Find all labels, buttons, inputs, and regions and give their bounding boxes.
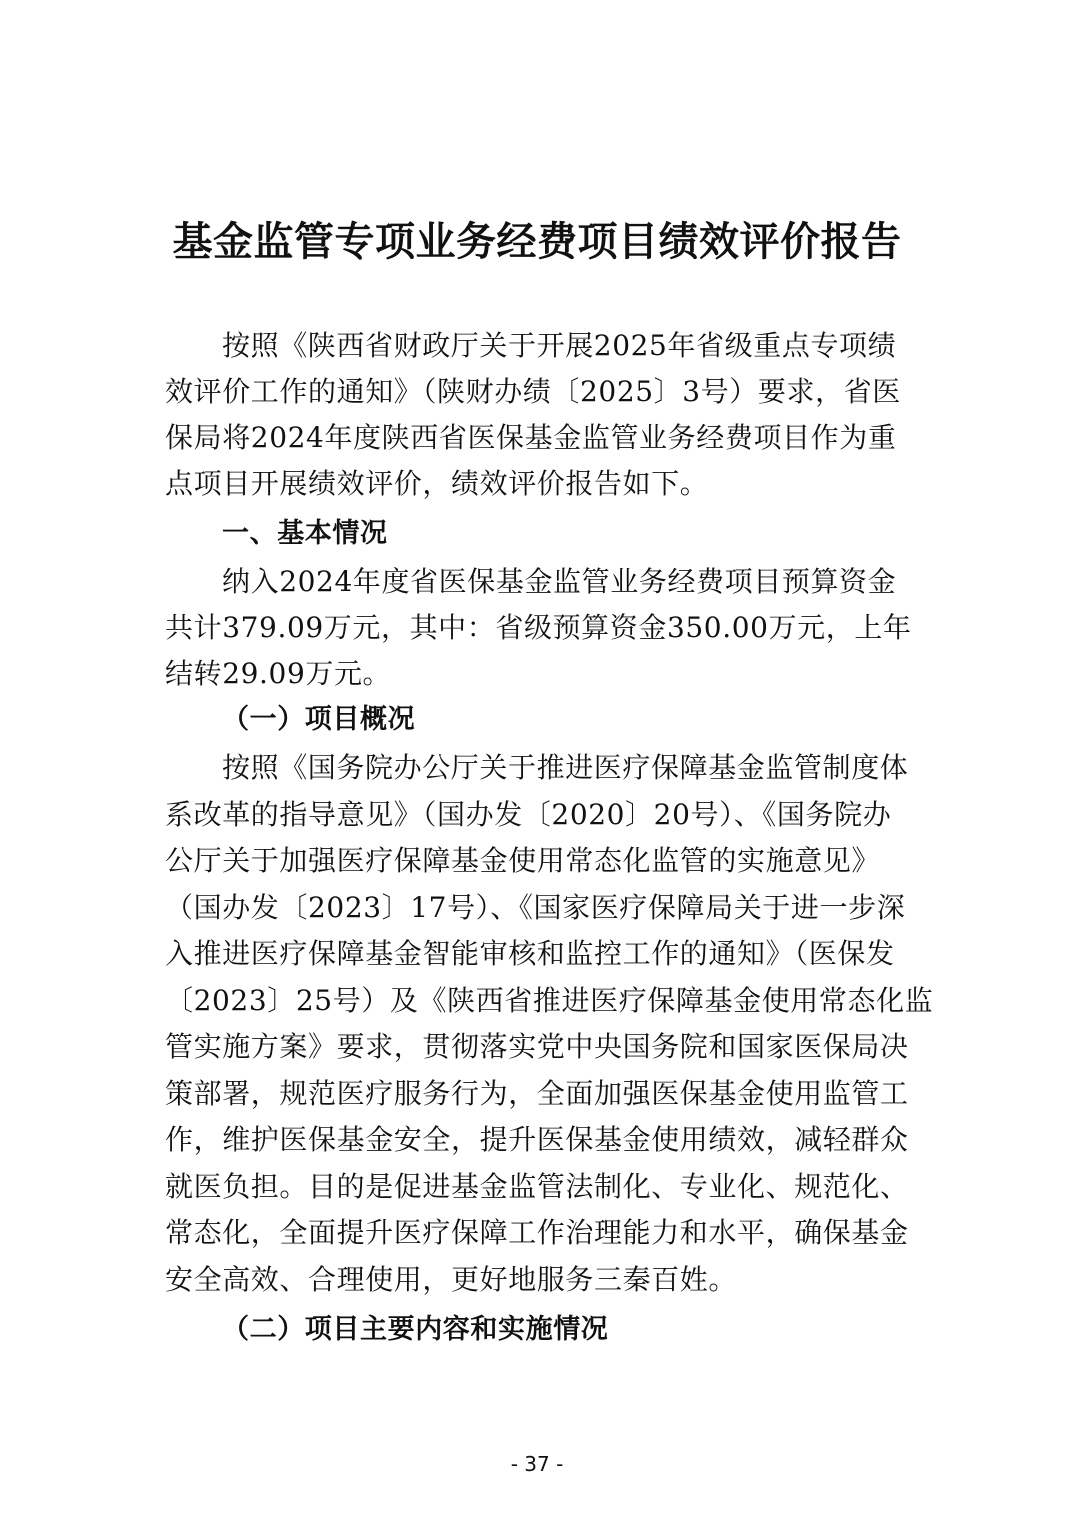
document-title: 基金监管专项业务经费项目绩效评价报告 — [172, 218, 902, 265]
subsection-heading-overview: （一）项目概况 — [222, 704, 416, 735]
subsection1-line-5: 入推进医疗保障基金智能审核和监控工作的通知》（医保发 — [165, 937, 895, 970]
subsection1-line-4: （国办发〔2023〕17号）、《国家医疗保障局关于进一步深 — [165, 891, 906, 924]
page-number: - 37 - — [510, 1452, 564, 1476]
section1-line-3: 结转29.09万元。 — [165, 657, 392, 690]
subsection1-line-2: 系改革的指导意见》（国办发〔2020〕20号）、《国务院办 — [165, 798, 892, 831]
subsection1-line-11: 常态化，全面提升医疗保障工作治理能力和水平，确保基金 — [165, 1216, 909, 1249]
subsection-heading-content: （二）项目主要内容和实施情况 — [222, 1314, 609, 1345]
section1-line-1: 纳入2024年度省医保基金监管业务经费项目预算资金 — [222, 565, 897, 598]
subsection1-line-8: 策部署，规范医疗服务行为，全面加强医保基金使用监管工 — [165, 1077, 909, 1110]
intro-line-3: 保局将2024年度陕西省医保基金监管业务经费项目作为重 — [165, 421, 897, 454]
intro-line-1: 按照《陕西省财政厅关于开展2025年省级重点专项绩 — [222, 329, 897, 362]
section1-line-2: 共计379.09万元，其中：省级预算资金350.00万元，上年 — [165, 611, 912, 644]
subsection1-line-10: 就医负担。目的是促进基金监管法制化、专业化、规范化、 — [165, 1170, 909, 1203]
section-heading-basic-info: 一、基本情况 — [222, 518, 388, 549]
subsection1-line-7: 管实施方案》要求，贯彻落实党中央国务院和国家医保局决 — [165, 1030, 909, 1063]
intro-line-2: 效评价工作的通知》（陕财办绩〔2025〕3号）要求，省医 — [165, 375, 901, 408]
subsection1-line-1: 按照《国务院办公厅关于推进医疗保障基金监管制度体 — [222, 751, 909, 784]
subsection1-line-9: 作，维护医保基金安全，提升医保基金使用绩效，减轻群众 — [165, 1123, 909, 1156]
subsection1-line-3: 公厅关于加强医疗保障基金使用常态化监管的实施意见》 — [165, 844, 881, 877]
subsection1-line-6: 〔2023〕25号）及《陕西省推进医疗保障基金使用常态化监 — [165, 984, 934, 1017]
intro-line-4: 点项目开展绩效评价，绩效评价报告如下。 — [165, 467, 709, 500]
subsection1-line-12: 安全高效、合理使用，更好地服务三秦百姓。 — [165, 1263, 738, 1296]
